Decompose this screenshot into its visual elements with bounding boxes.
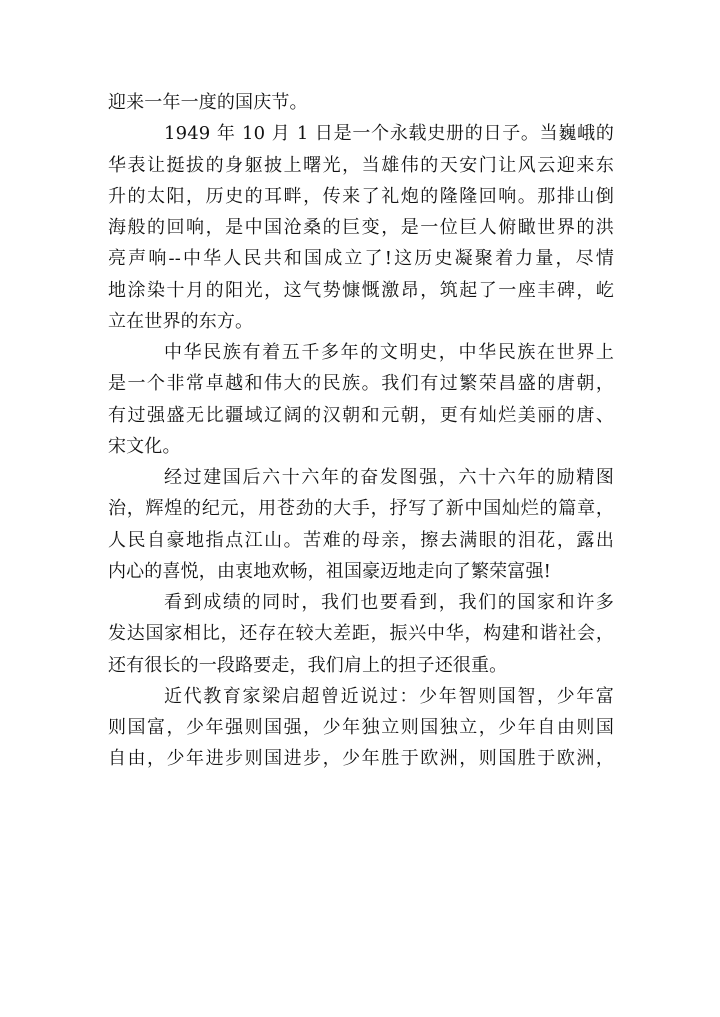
text-line: 近代教育家梁启超曾近说过：少年智则国智，少年富 (164, 685, 614, 707)
text-line: 有过强盛无比疆域辽阔的汉朝和元朝，更有灿烂美丽的唐、 (108, 404, 614, 426)
text-line: 经过建国后六十六年的奋发图强，六十六年的励精图 (164, 467, 614, 488)
text-line: 中华民族有着五千多年的文明史，中华民族在世界上 (164, 342, 614, 363)
text-line: 治，辉煌的纪元，用苍劲的大手，抒写了新中国灿烂的篇章， (108, 498, 614, 520)
document-body (108, 87, 614, 775)
text-line: 是一个非常卓越和伟大的民族。我们有过繁荣昌盛的唐朝， (108, 373, 614, 395)
text-line: 升的太阳，历史的耳畔，传来了礼炮的隆隆回响。那排山倒 (108, 185, 614, 207)
text-line: 则国富，少年强则国强，少年独立则国独立，少年自由则国 (108, 717, 614, 738)
text-line: 内心的喜悦，由衷地欢畅，祖国豪迈地走向了繁荣富强! (108, 560, 551, 582)
text-line: 1949 年 10 月 1 日是一个永载史册的日子。当巍峨的 (164, 123, 614, 145)
text-line: 发达国家相比，还存在较大差距，振兴中华，构建和谐社会， (108, 623, 614, 645)
text-line: 人民自豪地指点江山。苦难的母亲，擦去满眼的泪花，露出 (108, 529, 614, 551)
text-line: 海般的回响，是中国沧桑的巨变，是一位巨人俯瞰世界的洪 (108, 217, 614, 238)
text-line: 看到成绩的同时，我们也要看到，我们的国家和许多 (164, 592, 614, 613)
text-line: 亮声响--中华人民共和国成立了!这历史凝聚着力量，尽情 (108, 248, 614, 270)
text-line: 自由，少年进步则国进步，少年胜于欧洲，则国胜于欧洲， (108, 748, 614, 770)
text-line: 还有很长的一段路要走，我们肩上的担子还很重。 (108, 654, 508, 676)
text-line: 立在世界的东方。 (108, 310, 254, 332)
text-line: 宋文化。 (108, 435, 181, 457)
text-line: 华表让挺拔的身躯披上曙光，当雄伟的天安门让风云迎来东 (108, 154, 614, 176)
text-line: 迎来一年一度的国庆节。 (108, 92, 308, 113)
text-line: 地涂染十月的阳光，这气势慷慨激昂，筑起了一座丰碑，屹 (108, 279, 614, 301)
